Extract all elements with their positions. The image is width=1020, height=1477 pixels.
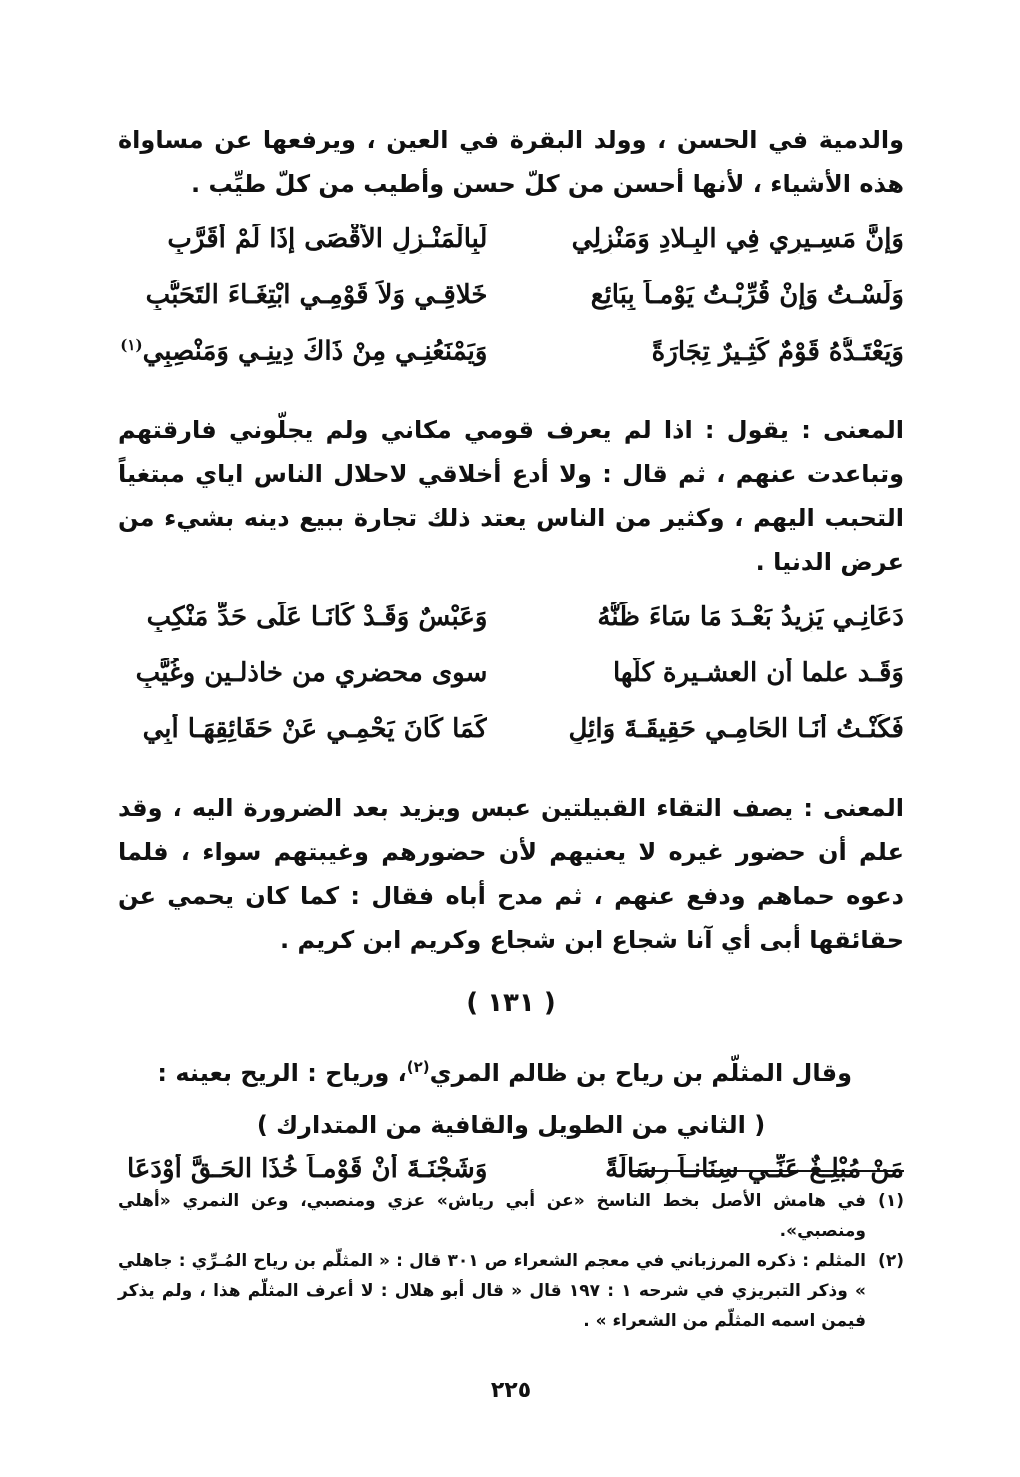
verse-second-hemistich: وَشَجْنَـةَ أَنْ قَوْمـاً خُذَا الحَـقَّ أَوْدَعَا xyxy=(127,1154,488,1184)
meaning-paragraph: المعنى : يقول : اذا لم يعرف قومي مكاني ولم يجلّوني فارقتهم وتباعدت عنهم ، ثم قال : ولا أدع أخلاقي لاحلال الناس اياي مبتغياً التحبب اليهم ، وكثير من الناس يعتد ذلك تجارة ببيع دينه بشيء من عرض الدنيا . xyxy=(118,416,904,576)
verse-first-hemistich: فَكُنْـتُ أَنَـا الحَامِـي حَقِيقَـةَ وَائِلٍ xyxy=(568,714,904,744)
verse-first-hemistich: وَلَسْـتُ وَإنْ قُرِّبْـتُ يَوْمـاً بِبَائِعٍ xyxy=(590,280,904,310)
footnote-text: في هامش الأصل بخط الناسخ «عن أبي رياش» عزي ومنصبي، وعن النمري «أهلي ومنصبي». xyxy=(118,1191,866,1241)
footnote-reference: (١) xyxy=(120,336,143,354)
verse-second-hemistich xyxy=(118,336,487,367)
meaning-paragraph: المعنى : يصف التقاء القبيلتين عبس ويزيد بعد الضرورة اليه ، وقد علم أن حضور غيره لا يعنيهم لأن حضورهم وغيبتهم سواء ، فلما دعوه حماهم ودفع عنهم ، ثم مدح أباه فقال : كما كان يحمي عن حقائقها أبى أي آنا شجاع ابن شجاع وكريم ابن كريم . xyxy=(118,794,904,954)
footnote-marker: (٢) xyxy=(878,1251,904,1271)
poem-2-verses xyxy=(118,602,904,770)
footnotes xyxy=(118,1186,904,1336)
page-number: ٢٢٥ xyxy=(490,1378,532,1403)
verse-second-hemistich-text: وَيَمْنَعُنِـي مِنْ ذَاكَ دِينِـي وَمَنْصِبِي xyxy=(142,336,488,367)
poet-intro-rest: ، ورياح : الريح بعينه : xyxy=(157,1059,407,1087)
verse-first-hemistich: مَنْ مُبْلِـغٌ عَنِّـي سِنَانـاً رِسَالَةً xyxy=(605,1154,904,1184)
verse-second-hemistich: سوى محضري من خاذلـين وغُيَّبِ xyxy=(135,658,488,688)
verse-second-hemistich: لَبِالْمَنْـزِلِ الأَقْصَى إذَا لَمْ أُقَرَّبِ xyxy=(167,224,488,254)
verse-first-hemistich: دَعَانِـي يَزِيدُ بَعْـدَ مَا سَاءَ ظَنُّهُ xyxy=(597,602,904,632)
footnote xyxy=(118,1246,904,1336)
verse-line xyxy=(118,658,904,714)
intro-paragraph: والدمية في الحسن ، وولد البقرة في العين ، ويرفعها عن مساواة هذه الأشياء ، لأنها أحسن من كلّ حسن وأطيب من كلّ طيِّب . xyxy=(118,126,904,198)
verse-line xyxy=(118,224,904,280)
verse-line xyxy=(118,602,904,658)
verse-line xyxy=(118,280,904,336)
poem-1-verses xyxy=(118,224,904,392)
footnote-reference: (٢) xyxy=(406,1058,430,1076)
verse-second-hemistich: خَلاقِـي وَلاَ قَوْمِـي ابْتِغَـاءَ التَحَبُّبِ xyxy=(145,280,488,310)
footnote-marker: (١) xyxy=(878,1191,904,1211)
poem-number-heading: ( ١٣١ ) xyxy=(466,988,556,1018)
verse-second-hemistich: كَمَا كَانَ يَحْمِـي عَنْ حَقَائِقِهَـا أَبِي xyxy=(142,714,488,744)
verse-first-hemistich: وَيَعْتَـدُّهُ قَوْمٌ كَثِـيرٌ تِجَارَةً xyxy=(651,336,904,367)
verse-second-hemistich: وَعَبْسٌ وَقَـدْ كَانَـا عَلَى حَدِّ مَنْكِبِ xyxy=(146,602,488,632)
footnote xyxy=(118,1186,904,1246)
verse-first-hemistich: وَقَـد علما أن العشـيرة كلّها xyxy=(612,658,904,688)
footnote-divider xyxy=(632,1170,904,1172)
verse-line xyxy=(118,714,904,770)
verse-first-hemistich: وَإنَّ مَسِـيرِي فِي البِـلادِ وَمَنْزِلِي xyxy=(571,224,904,254)
book-page xyxy=(118,118,904,1448)
poet-intro-text: وقال المثلّم بن رياح بن ظالم المري xyxy=(429,1059,852,1087)
footnote-text: المثلم : ذكره المرزباني في معجم الشعراء ص ٣٠١ قال : « المثلّم بن رياح المُـرِّي : جاهلي » وذكر التبريزي في شرحه ١ : ١٩٧ قال « قال أبو هلال : لا أعرف المثلّم هذا ، ولم يذكر فيمن اسمه المثلّم من الشعراء » . xyxy=(118,1251,866,1331)
verse-line xyxy=(118,336,904,392)
poet-intro xyxy=(118,1038,852,1096)
meter-heading: ( الثاني من الطويل والقافية من المتدارك ) xyxy=(256,1111,766,1139)
